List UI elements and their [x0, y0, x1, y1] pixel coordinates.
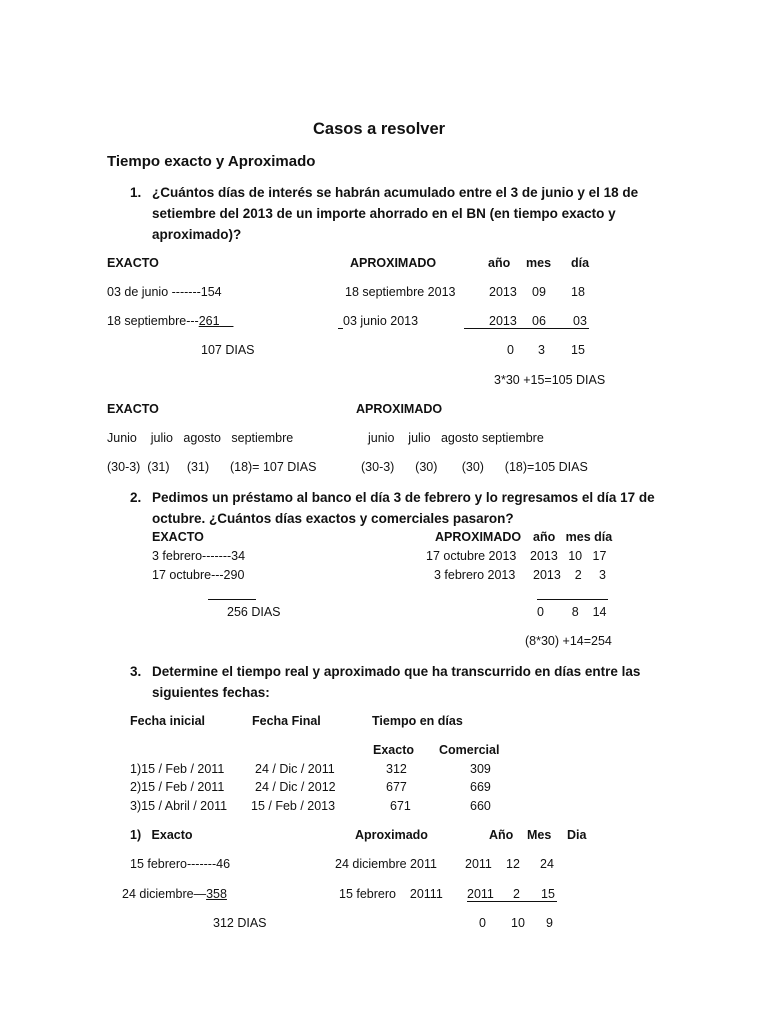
q3-row3-exacto: 671 [390, 799, 411, 813]
q3-s1-aproximado-heading: Aproximado [355, 828, 428, 842]
q1-aprox-diff-month: 3 [538, 343, 545, 357]
q2-text-line1: Pedimos un préstamo al banco el día 3 de febrero y lo regresamos el día 17 de [152, 490, 655, 505]
q1-exact-months: Junio julio agosto septiembre [107, 431, 294, 445]
q3-s1-aprox-diff-day: 9 [546, 916, 553, 930]
q3-text-line1: Determine el tiempo real y aproximado que ha transcurrido en días entre las [152, 664, 641, 679]
q3-s1-exact-row1: 15 febrero-------46 [130, 857, 231, 871]
q1-aprox-calc: 3*30 +15=105 DIAS [494, 373, 606, 387]
q1-aproximado-heading-2: APROXIMADO [356, 402, 443, 416]
q1-aprox-diff-day: 15 [571, 343, 585, 357]
q3-number: 3. [130, 664, 142, 679]
q2-aprox-row2-label: 3 febrero 2013 [434, 568, 516, 582]
q2-exact-total: 256 DIAS [227, 605, 281, 619]
q3-row1-comercial: 309 [470, 762, 491, 776]
q3-s1-exact-total: 312 DIAS [213, 916, 267, 930]
q1-exact-row2-underline-pad [220, 314, 234, 328]
q1-exact-row1: 03 de junio -------154 [107, 285, 222, 299]
q1-exacto-heading-2: EXACTO [107, 402, 159, 416]
section-subtitle: Tiempo exacto y Aproximado [107, 153, 316, 170]
q1-col-dia: día [571, 256, 590, 270]
q1-exact-total: 107 DIAS [201, 343, 255, 357]
q3-s1-aprox-row2-year: 2011 [467, 887, 494, 901]
q2-aprox-row2-values: 2013 2 3 [533, 568, 606, 582]
q2-text-line2: octubre. ¿Cuántos días exactos y comerciales pasaron? [152, 511, 514, 526]
q3-s1-aprox-row1-month: 12 [506, 857, 520, 871]
q1-number: 1. [130, 185, 142, 200]
q2-columns: año mes día [533, 530, 613, 544]
q3-row1-exacto: 312 [386, 762, 407, 776]
q2-aprox-diff: 0 8 14 [537, 605, 607, 619]
q2-exact-row2: 17 octubre---290 [152, 568, 245, 582]
q1-exact-row2 [107, 314, 233, 329]
q3-header-fecha-final: Fecha Final [252, 714, 321, 728]
q2-aprox-row1-label: 17 octubre 2013 [426, 549, 517, 563]
q3-header-tiempo: Tiempo en días [372, 714, 463, 728]
q1-text-line2: setiembre del 2013 de un importe ahorrado en el BN (en tiempo exacto y [152, 206, 616, 221]
q1-text-line1: ¿Cuántos días de interés se habrán acumulado entre el 3 de junio y el 18 de [152, 185, 639, 200]
q3-s1-col-mes: Mes [527, 828, 552, 842]
q1-aprox-diff-year: 0 [507, 343, 514, 357]
q3-row3-comercial: 660 [470, 799, 491, 813]
q3-s1-exact-row2-value: 358 [206, 887, 227, 901]
q1-aprox-row1-day: 18 [571, 285, 585, 299]
q1-exacto-heading: EXACTO [107, 256, 159, 270]
q2-aprox-row1-values: 2013 10 17 [530, 549, 607, 563]
q3-row1-inicial: 1)15 / Feb / 2011 [130, 762, 225, 776]
q1-exact-row2-label: 18 septiembre--- [107, 314, 199, 328]
q3-s1-aprox-row2-month: 2 [513, 887, 520, 901]
q3-row1-final: 24 / Dic / 2011 [255, 762, 335, 776]
q3-header-comercial: Comercial [439, 743, 500, 757]
q3-row2-comercial: 669 [470, 780, 491, 794]
q3-s1-aprox-diff-year: 0 [479, 916, 486, 930]
q3-row3-inicial: 3)15 / Abril / 2011 [130, 799, 228, 813]
q3-text-line2: siguientes fechas: [152, 685, 270, 700]
q2-number: 2. [130, 490, 142, 505]
q1-col-anio: año [488, 256, 511, 270]
q2-aprox-calc: (8*30) +14=254 [525, 634, 612, 648]
q1-aprox-sum: (30-3) (30) (30) (18)=105 DIAS [361, 460, 588, 474]
q3-row2-inicial: 2)15 / Feb / 2011 [130, 780, 225, 794]
q1-exact-row2-value: 261 [198, 314, 220, 328]
q1-exact-sum: (30-3) (31) (31) (18)= 107 DIAS [107, 460, 317, 474]
q3-s1-exact-row2 [122, 887, 227, 902]
q1-aprox-row1-year: 2013 [489, 285, 517, 299]
q1-col-mes: mes [526, 256, 552, 270]
q3-header-exacto: Exacto [373, 743, 414, 757]
q2-aprox-sum-line [537, 599, 608, 600]
q2-exact-row1: 3 febrero-------34 [152, 549, 246, 563]
q3-s1-col-dia: Dia [567, 828, 587, 842]
q3-s1-aprox-row2-day: 15 [541, 887, 555, 901]
q1-aprox-row2-label: 03 junio 2013 [343, 314, 419, 328]
q3-s1-exact-row2-label: 24 diciembre— [122, 887, 207, 901]
q1-aprox-row1-label: 18 septiembre 2013 [345, 285, 456, 299]
q2-exacto-heading: EXACTO [152, 530, 204, 544]
q3-row2-final: 24 / Dic / 2012 [255, 780, 336, 794]
q1-aproximado-heading: APROXIMADO [350, 256, 437, 270]
q1-aprox-row2-month: 06 [532, 314, 546, 328]
q3-s1-aprox-diff-month: 10 [511, 916, 525, 930]
q3-row3-final: 15 / Feb / 2013 [251, 799, 336, 813]
q1-aprox-months: junio julio agosto septiembre [368, 431, 544, 445]
q2-aproximado-heading: APROXIMADO [435, 530, 522, 544]
q3-s1-aprox-row2-label: 15 febrero 20111 [339, 887, 443, 901]
q3-row2-exacto: 677 [386, 780, 407, 794]
q1-aprox-row2-day: 03 [573, 314, 587, 328]
q2-exact-sum-line [208, 599, 256, 600]
q1-text-line3: aproximado)? [152, 227, 242, 242]
q1-aprox-row2-year: 2013 [489, 314, 517, 328]
q3-header-fecha-inicial: Fecha inicial [130, 714, 206, 728]
q3-s1-aprox-sum-line [467, 901, 557, 902]
q1-aprox-sum-line [464, 328, 589, 329]
page-title: Casos a resolver [313, 120, 446, 138]
q3-s1-aprox-row1-year: 2011 [465, 857, 492, 871]
q3-s1-col-anio: Año [489, 828, 514, 842]
q1-aprox-row1-month: 09 [532, 285, 546, 299]
q3-s1-aprox-row1-day: 24 [540, 857, 554, 871]
q3-s1-aprox-row1-label: 24 diciembre 2011 [335, 857, 437, 871]
q3-s1-heading: 1) Exacto [130, 828, 193, 842]
